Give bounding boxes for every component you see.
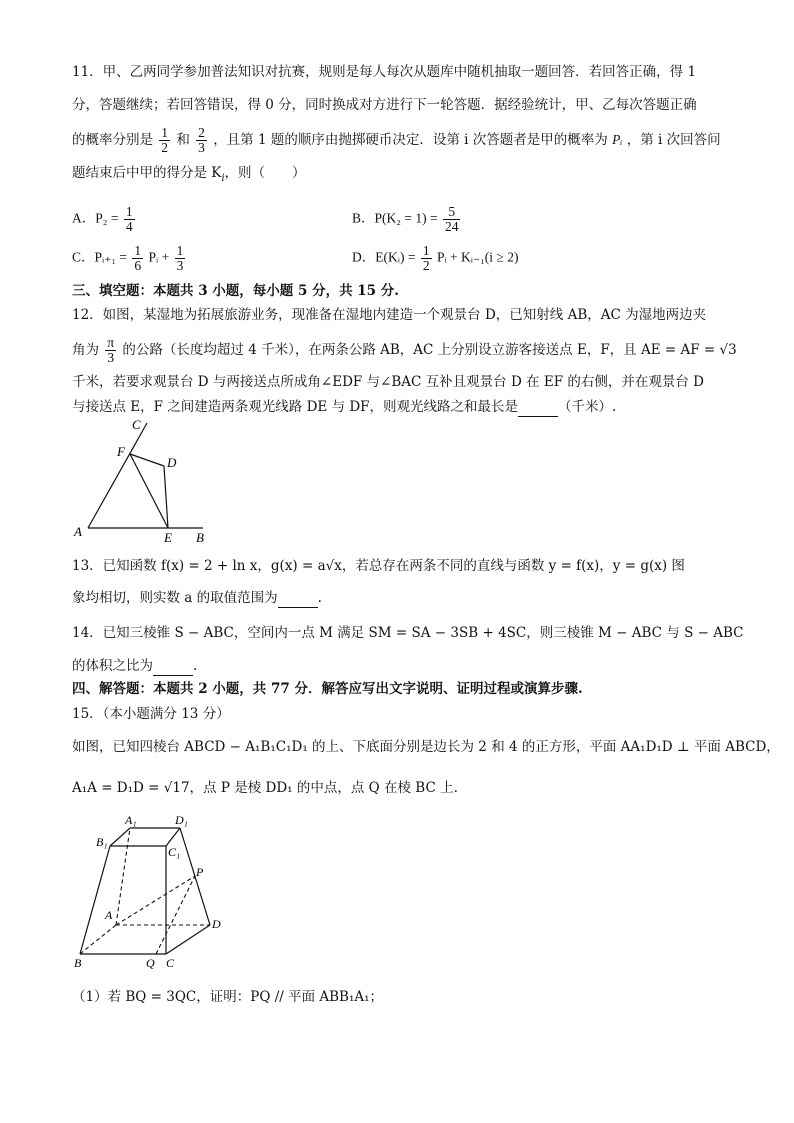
q11-option-d[interactable]: D．E(Kᵢ) = $\frac{1}{2}$ Pᵢ + Kᵢ₋₁(i ≥ 2) xyxy=(352,243,519,273)
q15-header: 15．（本小题满分 13 分） xyxy=(72,706,230,722)
section-4-heading: 四、解答题：本题共 2 小题，共 77 分．解答应写出文字说明、证明过程或演算步骤. xyxy=(72,681,583,697)
svg-text:C₁: C₁ xyxy=(168,845,181,859)
fraction-pi-over-3: $\frac{\pi}{3}$ xyxy=(107,335,115,365)
label-b: B xyxy=(196,530,204,545)
svg-text:B₁: B₁ xyxy=(96,835,108,849)
q11-line-3: 的概率分别是 $\frac{1}{2}$ 和 $\frac{2}{3}$ ，且第 1 题的顺序由抛掷硬币决定．设第 i 次答题者是甲的概率为 Pᵢ ，第 i 次回答问 xyxy=(72,125,721,155)
svg-text:P: P xyxy=(196,865,204,879)
q15-part-1: （1）若 BQ = 3QC，证明：PQ // 平面 ABB₁A₁； xyxy=(72,989,384,1005)
answer-blank-13[interactable] xyxy=(278,593,318,608)
svg-text:B: B xyxy=(74,956,82,970)
q12-line-2: 角为 $\frac{\pi}{3}$ 的公路（长度均超过 4 千米），在两条公路 AB，AC 上分别设立游客接送点 E，F，且 AE = AF = √3 xyxy=(72,335,737,365)
q11-option-b[interactable]: B．P(K₂ = 1) = $\frac{5}{24}$ xyxy=(352,204,459,234)
answer-blank-14[interactable] xyxy=(153,661,193,676)
ray-ac xyxy=(88,423,147,528)
q14-line-2: 的体积之比为 . xyxy=(72,658,198,674)
fraction-two-thirds: $\frac{2}{3}$ xyxy=(198,125,205,155)
q11-option-a[interactable]: A．P₂ = $\frac{1}{4}$ xyxy=(72,204,133,234)
q15-line-1: 如图，已知四棱台 ABCD − A₁B₁C₁D₁ 的上、下底面分别是边长为 2 和 4 的正方形，平面 AA₁D₁D ⊥ 平面 ABCD， xyxy=(72,739,780,755)
label-f: F xyxy=(117,444,125,459)
q11-line-1: 11．甲、乙两同学参加普法知识对抗赛，规则是每人每次从题库中随机抽取一题回答．若回答正确，得 1 xyxy=(72,64,697,80)
fraction-one-half: $\frac{1}{2}$ xyxy=(161,125,169,155)
svg-text:A: A xyxy=(105,908,113,922)
svg-text:Q: Q xyxy=(146,956,155,970)
label-a: A xyxy=(74,524,82,539)
q14-line-1: 14．已知三棱锥 S − ABC，空间内一点 M 满足 SM = SA − 3SB + 4SC，则三棱锥 M − ABC 与 S − ABC xyxy=(72,625,744,641)
section-3-heading: 三、填空题：本题共 3 小题，每小题 5 分，共 15 分. xyxy=(72,283,399,299)
q11-line-2: 分，答题继续；若回答错误，得 0 分，同时换成对方进行下一轮答题．据经验统计，甲、乙每次答题正确 xyxy=(72,97,697,113)
q11-line-4: 题结束后中甲的得分是 $K_i$，则（ ） xyxy=(72,165,306,184)
q12-line-1: 12．如图，某湿地为拓展旅游业务，现准备在湿地内建造一个观景台 D，已知射线 AB，AC 为湿地两边夹 xyxy=(72,307,707,323)
label-d: D xyxy=(167,455,177,470)
svg-text:A₁: A₁ xyxy=(125,813,137,827)
q15-line-2: A₁A = D₁D = √17，点 P 是棱 DD₁ 的中点，点 Q 在棱 BC 上. xyxy=(72,780,458,796)
svg-text:C: C xyxy=(166,956,175,970)
label-c: C xyxy=(132,417,141,432)
segment-de xyxy=(164,466,168,528)
svg-text:D: D xyxy=(212,917,221,931)
q13-line-2: 象均相切，则实数 a 的取值范围为 . xyxy=(72,590,322,606)
svg-text:D₁: D₁ xyxy=(175,813,188,827)
q12-figure xyxy=(70,415,220,545)
q13-line-1: 13．已知函数 f(x) = 2 + ln x，g(x) = a√x，若总存在两条不同的直线与函数 y = f(x)，y = g(x) 图 xyxy=(72,558,685,574)
q15-figure xyxy=(68,812,238,972)
q12-line-3: 千米，若要求观景台 D 与两接送点所成角∠EDF 与∠BAC 互补且观景台 D 在 EF 的右侧，并在观景台 D xyxy=(72,374,704,390)
q11-option-c[interactable]: C．Pᵢ₊₁ = $\frac{1}{6}$ Pᵢ + $\frac{1}{3}$ xyxy=(72,243,184,273)
q12-line-4: 与接送点 E，F 之间建造两条观光线路 DE 与 DF，则观光线路之和最长是 （千米）. xyxy=(72,399,617,415)
answer-blank-12[interactable] xyxy=(518,402,558,417)
label-e: E xyxy=(164,530,172,545)
